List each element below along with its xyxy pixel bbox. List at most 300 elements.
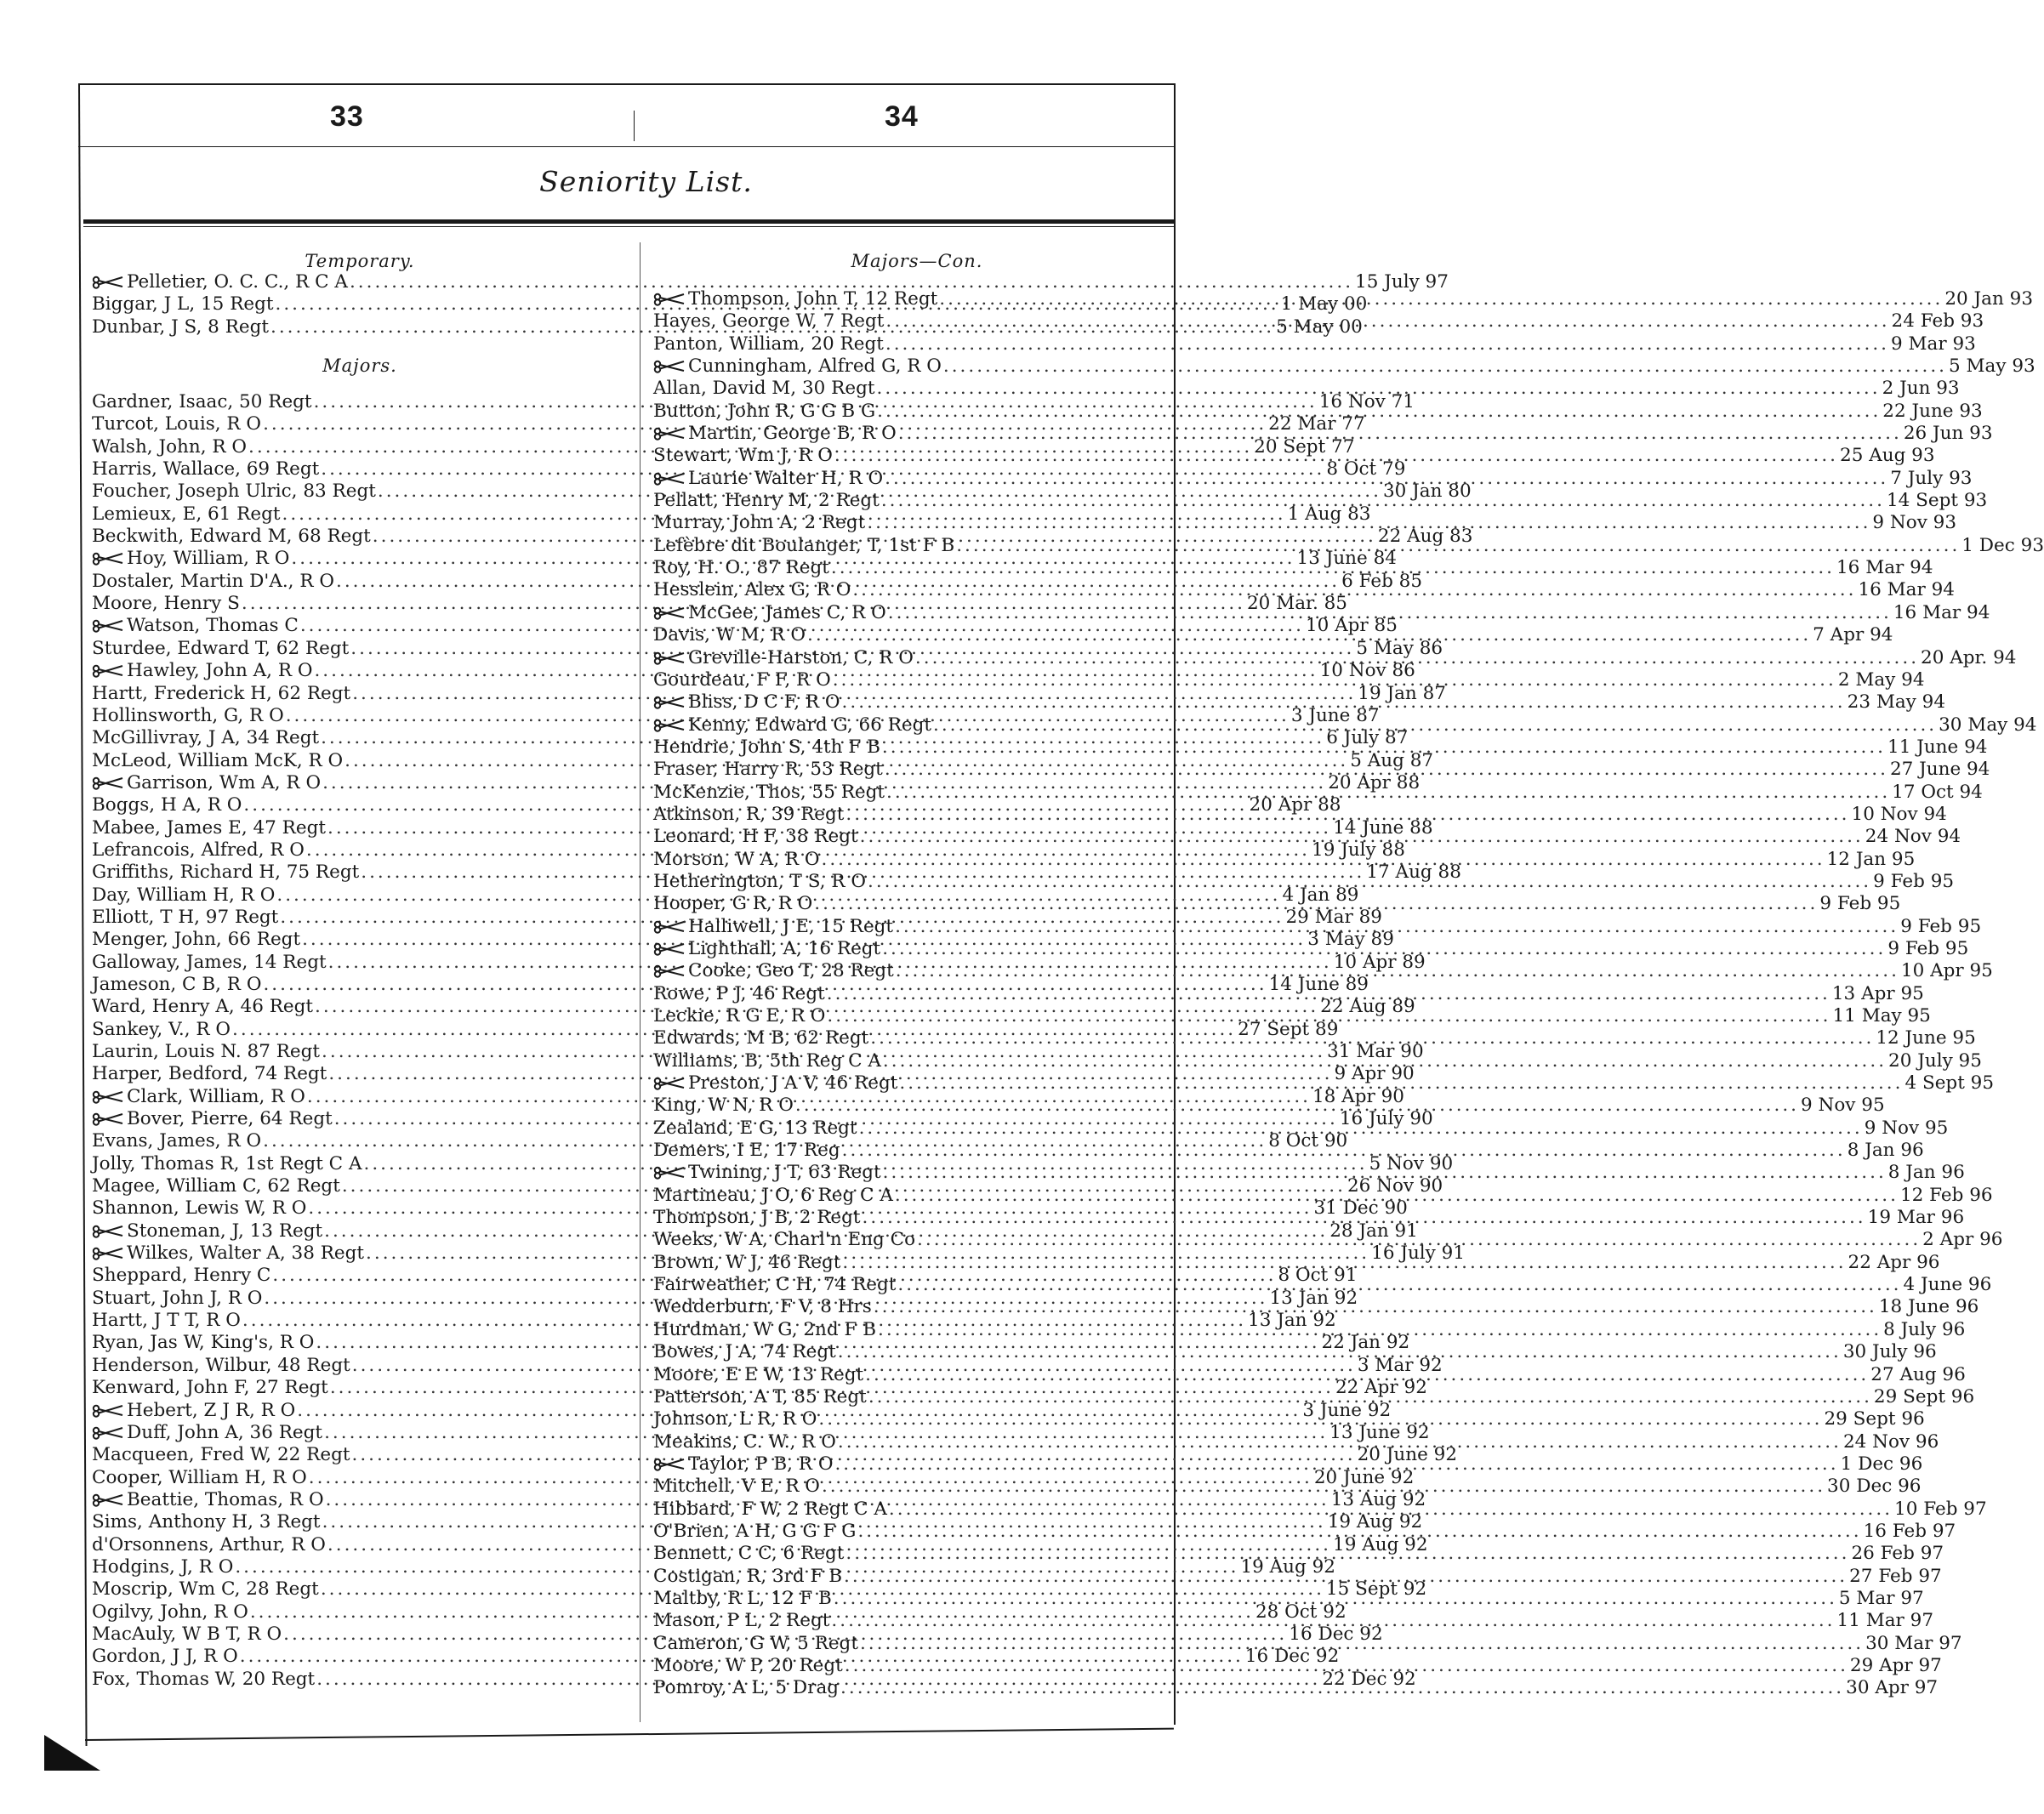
entry-name <box>92 1310 241 1332</box>
title-thick-rule <box>83 219 1174 224</box>
entry-name-text: Bowes, J A, 74 Regt <box>653 1341 836 1363</box>
entry-name-text: Greville-Harston, C, R O <box>688 646 914 668</box>
entry-name <box>92 615 299 637</box>
entry-date: 19 Mar 96 <box>1867 1207 1965 1229</box>
entry-name <box>92 1041 320 1063</box>
entry-name <box>92 907 278 929</box>
entry-name <box>92 1444 350 1466</box>
entry-date: 2 Apr 96 <box>1922 1229 2003 1251</box>
dot-leader <box>881 1050 1888 1072</box>
entry-date: 19 Jan 87 <box>1358 682 1446 704</box>
section-heading-majors-continued: Majors—Con. <box>851 251 983 271</box>
entry-name <box>653 1252 840 1274</box>
entry-date: 27 Sept 89 <box>1238 1018 1339 1040</box>
entry-date: 8 Oct 90 <box>1268 1130 1348 1152</box>
dot-leader <box>840 1252 1848 1274</box>
dot-leader <box>829 557 1836 579</box>
entry-date: 14 June 88 <box>1333 816 1433 839</box>
entry-date: 19 July 88 <box>1312 839 1405 861</box>
entry-date: 9 Nov 95 <box>1864 1117 1949 1139</box>
entry-name <box>92 1108 333 1130</box>
scissors-icon <box>92 1225 124 1237</box>
entry-name <box>653 1364 863 1386</box>
entry-date: 28 Oct 92 <box>1255 1601 1347 1623</box>
entry-name-text: Cameron, G W, 5 Regt <box>653 1632 858 1654</box>
entry-name <box>653 647 914 669</box>
entry-name-text: Zealand, E G, 13 Regt <box>653 1117 857 1139</box>
entry-name-text: Elliott, T H, 97 Regt <box>92 906 279 928</box>
scissors-icon <box>653 652 686 664</box>
entry-date: 12 June 95 <box>1876 1027 1976 1049</box>
entry-name <box>653 490 880 512</box>
entry-name-text: Hebert, Z J R, R O <box>127 1399 296 1421</box>
entry-date: 26 Feb 97 <box>1851 1543 1944 1565</box>
entry-name <box>653 1566 842 1588</box>
entry-name <box>653 669 831 691</box>
entry-name <box>92 929 300 951</box>
scissors-icon <box>653 1167 686 1179</box>
entry-date: 24 Nov 94 <box>1865 826 1961 848</box>
entry-date: 5 Aug 87 <box>1350 749 1434 771</box>
entry-name <box>92 1422 322 1444</box>
entry-name <box>653 1341 836 1363</box>
scissors-icon <box>653 921 686 933</box>
dot-leader <box>833 1453 1840 1476</box>
entry-date: 29 Sept 96 <box>1824 1408 1925 1430</box>
entry-name <box>653 1633 858 1655</box>
page-number-divider <box>634 111 635 141</box>
entry-name <box>653 624 806 646</box>
scissors-icon <box>92 553 124 565</box>
dot-leader <box>893 916 1900 938</box>
entry-name-text: Clark, William, R O <box>127 1085 305 1107</box>
entry-name-text: Leckie, R G E, R O <box>653 1005 826 1026</box>
title-thin-rule <box>83 226 1174 227</box>
dot-leader <box>876 1319 1883 1341</box>
entry-name <box>653 826 858 848</box>
entry-name-text: Ryan, Jas W, King's, R O <box>92 1332 315 1354</box>
entry-name-text: Preston, J A V, 46 Regt <box>688 1072 898 1095</box>
dot-leader <box>872 1296 1879 1318</box>
entry-date: 6 July 87 <box>1326 727 1409 749</box>
entry-name-text: Morson, W A, R O <box>653 848 820 870</box>
dot-leader <box>881 1162 1888 1184</box>
dot-leader <box>858 1633 1865 1655</box>
entry-name-text: Dunbar, J S, 8 Regt <box>92 316 270 338</box>
scissors-icon <box>653 361 686 372</box>
entry-name <box>92 1489 324 1511</box>
entry-name <box>92 638 349 660</box>
entry-name <box>653 983 825 1005</box>
entry-date: 10 Nov 86 <box>1319 660 1415 682</box>
entry-name <box>92 481 376 503</box>
entry-name <box>653 288 937 310</box>
entry-name <box>653 401 875 423</box>
entry-name <box>92 1669 315 1691</box>
entry-name-text: Laurie Walter H, R O <box>688 467 884 489</box>
entry-name-text: Cooke, Geo T, 28 Regt <box>688 960 894 982</box>
entry-name-text: Hodgins, J, R O <box>92 1555 234 1578</box>
entry-name-text: Pelletier, O. C. C., R C A <box>127 271 348 293</box>
scissors-icon <box>653 943 686 955</box>
entry-name <box>92 271 348 293</box>
entry-name <box>653 512 865 534</box>
entry-name <box>653 1027 868 1049</box>
entry-date: 19 Aug 92 <box>1327 1511 1423 1533</box>
entry-name <box>653 691 840 714</box>
entry-date: 9 Mar 93 <box>1890 333 1976 355</box>
dot-leader <box>836 1431 1843 1453</box>
entry-date: 29 Apr 97 <box>1849 1654 1942 1676</box>
entry-date: 27 June 94 <box>1889 759 1990 781</box>
entry-name <box>653 310 884 333</box>
entry-date: 7 Apr 94 <box>1813 624 1893 646</box>
scissors-icon <box>92 276 124 288</box>
entry-name <box>92 316 269 338</box>
entry-date: 22 Jan 92 <box>1321 1332 1410 1354</box>
scissors-icon <box>653 1459 686 1470</box>
entry-date: 10 Nov 94 <box>1851 803 1947 825</box>
entry-name-text: Johnson, L R, R O <box>653 1408 817 1430</box>
entry-name-text: Leonard, H F, 38 Regt <box>653 826 858 848</box>
header-underline <box>78 146 1176 147</box>
entry-name-text: Meakins, C. W., R O <box>653 1430 836 1453</box>
entry-name <box>92 593 240 615</box>
entry-date: 11 June 94 <box>1887 736 1988 758</box>
entry-name <box>653 535 954 557</box>
entry-name-text: Bover, Pierre, 64 Regt <box>127 1108 333 1130</box>
entry-date: 13 June 92 <box>1329 1421 1430 1443</box>
entry-name <box>653 1408 817 1430</box>
entry-name <box>653 1185 893 1207</box>
entry-name <box>92 1288 262 1310</box>
top-border <box>78 83 1176 85</box>
entry-name-text: Cooper, William H, R O <box>92 1466 307 1488</box>
entry-name <box>92 1534 326 1556</box>
entry-name <box>92 526 371 548</box>
entry-name-text: O'Brien, A H, G G F G <box>653 1520 857 1542</box>
page-title: Seniority List. <box>539 165 753 198</box>
entry-name-text: Dostaler, Martin D'A., R O <box>92 570 334 592</box>
entry-name-text: Halliwell, J E, 15 Regt <box>688 915 894 937</box>
entry-name-text: Bliss, D C F, R O <box>688 691 840 714</box>
entry-date: 6 Feb 85 <box>1341 570 1423 592</box>
dot-leader <box>880 736 1887 759</box>
entry-name-text: Lighthall, A, 16 Regt <box>688 937 881 959</box>
entry-date: 20 June 92 <box>1357 1444 1458 1466</box>
entry-date: 3 June 87 <box>1290 704 1380 726</box>
entry-name <box>92 436 247 458</box>
dot-leader <box>851 579 1858 601</box>
entry-name-text: Lemieux, E, 61 Regt <box>92 503 281 525</box>
entry-name-text: Hartt, Frederick H, 62 Regt <box>92 682 351 704</box>
entry-date: 1 Dec 93 <box>1961 534 2044 556</box>
entry-name-text: Garrison, Wm A, R O <box>127 771 322 793</box>
entry-date: 8 Jan 96 <box>1847 1140 1924 1162</box>
entry-date: 1 Aug 83 <box>1287 503 1371 525</box>
entry-name <box>653 871 866 893</box>
list-item <box>92 271 1449 293</box>
entry-name <box>653 333 884 355</box>
entry-name-text: Gordon, J J, R O <box>92 1646 238 1668</box>
entry-name <box>92 884 275 907</box>
entry-name <box>653 1386 867 1408</box>
entry-date: 13 Aug 92 <box>1330 1488 1426 1510</box>
entry-name <box>92 571 334 593</box>
entry-name <box>92 1578 319 1601</box>
entry-name <box>653 1005 825 1027</box>
entry-name <box>653 445 833 467</box>
entry-date: 20 Mar. 85 <box>1247 593 1347 615</box>
entry-date: 22 Dec 92 <box>1322 1668 1416 1690</box>
entry-name-text: Thompson, J B, 2 Regt <box>653 1207 861 1229</box>
entry-date: 9 Feb 95 <box>1819 893 1901 915</box>
entry-name <box>653 1610 829 1632</box>
dot-leader <box>894 960 1901 982</box>
dot-leader <box>883 759 1890 781</box>
scissors-icon <box>92 1113 124 1125</box>
entry-name-text: Biggar, J L, 15 Regt <box>92 293 274 316</box>
entry-name <box>653 579 851 601</box>
dot-leader <box>915 1229 1922 1251</box>
entry-name <box>653 916 893 938</box>
entry-date: 20 Sept 77 <box>1254 435 1355 458</box>
entry-name <box>653 1207 861 1229</box>
scissors-icon <box>92 1494 124 1506</box>
dot-leader <box>883 468 1890 490</box>
entry-name <box>92 503 281 526</box>
entry-date: 23 May 94 <box>1847 691 1946 714</box>
entry-name-text: Duff, John A, 36 Regt <box>127 1421 323 1443</box>
entry-date: 29 Sept 96 <box>1873 1385 1975 1407</box>
entry-name-text: Shannon, Lewis W, R O <box>92 1197 307 1220</box>
entry-name-text: King, W N, R O <box>653 1095 794 1117</box>
entry-date: 22 Mar 77 <box>1268 413 1365 435</box>
dot-leader <box>839 1677 1846 1699</box>
entry-name <box>92 1646 238 1668</box>
entry-name-text: Williams, B, 5th Reg C A <box>653 1049 881 1072</box>
entry-date: 3 May 89 <box>1307 929 1394 951</box>
entry-date: 16 Nov 71 <box>1318 391 1415 413</box>
entry-name-text: Turcot, Louis, R O <box>92 413 262 435</box>
dot-leader <box>812 893 1819 915</box>
entry-name <box>92 727 319 749</box>
entry-name <box>653 804 844 826</box>
entry-name <box>92 1556 233 1578</box>
entry-name <box>92 1130 261 1152</box>
entry-name-text: Ogilvy, John, R O <box>92 1601 248 1623</box>
entry-name-text: Galloway, James, 14 Regt <box>92 951 327 973</box>
entry-name-text: Stewart, Wm J, R O <box>653 445 833 467</box>
entry-date: 20 Apr 88 <box>1249 794 1341 816</box>
entry-date: 5 May 00 <box>1276 316 1363 338</box>
entry-name-text: Jameson, C B, R O <box>92 973 262 995</box>
entry-name <box>92 1175 340 1197</box>
dot-leader <box>857 1117 1865 1140</box>
entry-name-text: Lefrancois, Alfred, R O <box>92 839 305 861</box>
dot-leader <box>880 938 1887 960</box>
entry-name-text: Henderson, Wilbur, 48 Regt <box>92 1354 350 1376</box>
entry-name-text: Demers, I E, 17 Reg <box>653 1140 840 1162</box>
entry-name-text: Kenny, Edward G, 66 Regt <box>688 714 931 736</box>
entry-date: 9 Apr 90 <box>1334 1063 1415 1085</box>
scissors-icon <box>653 719 686 731</box>
entry-name <box>92 794 242 816</box>
entry-date: 8 July 96 <box>1883 1318 1966 1340</box>
scissors-icon <box>92 1091 124 1103</box>
entry-name-text: Fraser, Harry R, 53 Regt <box>653 759 883 781</box>
entry-name-text: Hooper, G R, R O <box>653 893 813 915</box>
entry-name-text: Hibbard, F W, 2 Regt C A <box>653 1498 887 1520</box>
entry-name <box>653 468 883 490</box>
entry-name-text: McGee, James C, R O <box>688 601 886 623</box>
entry-name <box>653 714 931 736</box>
entry-date: 11 Mar 97 <box>1836 1610 1934 1632</box>
entry-name <box>653 1521 856 1543</box>
entry-date: 20 July 95 <box>1888 1049 1982 1072</box>
entry-name-text: Pellatt, Henry M, 2 Regt <box>653 490 880 512</box>
entry-name-text: Sturdee, Edward T, 62 Regt <box>92 637 350 659</box>
entry-date: 30 July 96 <box>1842 1341 1937 1363</box>
entry-date: 10 Apr 85 <box>1305 615 1398 637</box>
entry-name <box>653 1677 839 1699</box>
scissors-icon <box>92 1248 124 1260</box>
entry-name <box>653 1431 836 1453</box>
entry-date: 15 July 97 <box>1355 271 1449 293</box>
entry-name <box>653 1453 833 1476</box>
entry-name-text: Maltby, R L, 12 F B <box>653 1587 832 1609</box>
page-number-left: 33 <box>330 100 364 133</box>
entry-name <box>653 782 885 804</box>
entry-name-text: Fairweather, C H, 74 Regt <box>653 1274 897 1296</box>
entry-date: 5 Mar 97 <box>1838 1587 1924 1609</box>
entry-name-text: Menger, John, 66 Regt <box>92 929 301 951</box>
entry-name-text: Magee, William C, 62 Regt <box>92 1175 340 1197</box>
entry-name-text: Mabee, James E, 47 Regt <box>92 816 326 839</box>
entry-name <box>653 602 886 624</box>
scissors-icon <box>92 1405 124 1417</box>
entry-name <box>92 1019 231 1041</box>
dot-leader <box>886 602 1893 624</box>
entry-name <box>653 557 829 579</box>
entry-date: 4 June 96 <box>1903 1274 1992 1296</box>
dot-leader <box>954 535 1961 557</box>
dot-leader <box>885 782 1892 804</box>
entry-date: 9 Nov 93 <box>1872 512 1957 534</box>
entry-name-text: Mason, P L, 2 Regt <box>653 1610 830 1632</box>
entry-name <box>92 974 261 996</box>
list-item <box>653 333 1976 355</box>
entry-date: 9 Nov 95 <box>1801 1095 1885 1117</box>
entry-name <box>653 1095 794 1117</box>
entry-date: 5 May 86 <box>1356 637 1443 659</box>
dot-leader <box>893 1185 1900 1207</box>
entry-date: 1 Dec 96 <box>1840 1453 1923 1475</box>
entry-name <box>653 1296 872 1318</box>
dot-leader <box>865 512 1872 534</box>
entry-date: 14 June 89 <box>1268 973 1369 995</box>
dot-leader <box>836 1341 1843 1363</box>
entry-date: 3 June 92 <box>1302 1399 1392 1421</box>
entry-name <box>92 1377 328 1399</box>
dot-leader <box>931 714 1939 736</box>
entry-name-text: Ward, Henry A, 46 Regt <box>92 996 314 1018</box>
dot-leader <box>861 1207 1868 1229</box>
entry-name-text: Rowe, P J, 46 Regt <box>653 982 825 1004</box>
entry-name-text: Bennett, C C, 6 Regt <box>653 1543 845 1565</box>
entry-name-text: d'Orsonnens, Arthur, R O <box>92 1533 326 1555</box>
entry-date: 26 Nov 90 <box>1347 1175 1443 1197</box>
entry-name <box>92 839 305 862</box>
entry-name <box>92 750 343 772</box>
scissors-icon <box>653 473 686 485</box>
entry-name <box>92 1624 282 1646</box>
entry-name <box>92 293 274 316</box>
entry-date: 22 Aug 89 <box>1320 996 1415 1018</box>
entry-date: 5 May 93 <box>1949 355 2035 378</box>
entry-date: 16 July 90 <box>1339 1108 1433 1130</box>
dot-leader <box>868 1027 1876 1049</box>
dot-leader <box>840 691 1848 714</box>
entry-name-text: Stoneman, J, 13 Regt <box>127 1220 323 1242</box>
entry-date: 16 July 91 <box>1371 1243 1466 1265</box>
entry-name-text: Evans, James, R O <box>92 1130 262 1152</box>
entry-date: 16 Feb 97 <box>1863 1520 1956 1542</box>
entry-date: 12 Feb 96 <box>1899 1184 1993 1206</box>
entry-date: 25 Aug 93 <box>1840 445 1935 467</box>
entry-name-text: Moore, E E W, 13 Regt <box>653 1363 864 1385</box>
dot-leader <box>937 288 1944 310</box>
entry-date: 19 Aug 92 <box>1240 1555 1335 1578</box>
dot-leader <box>896 1274 1903 1296</box>
entry-name-text: Roy, H. O., 87 Regt <box>653 557 829 579</box>
entry-name-text: Boggs, H A, R O <box>92 794 242 816</box>
entry-date: 13 Jan 92 <box>1269 1287 1358 1309</box>
section-heading-majors: Majors. <box>322 355 397 377</box>
entry-name-text: Panton, William, 20 Regt <box>653 333 884 355</box>
dot-leader <box>867 1386 1874 1408</box>
entry-date: 20 June 92 <box>1313 1466 1415 1488</box>
entry-date: 30 Dec 96 <box>1827 1476 1922 1498</box>
entry-name <box>92 458 319 481</box>
entry-name-text: Kenward, John F, 27 Regt <box>92 1377 328 1399</box>
entry-name-text: Hesslein, Alex G, R O <box>653 579 851 601</box>
entry-name <box>92 1265 270 1287</box>
entry-date: 14 Sept 93 <box>1886 490 1988 512</box>
dot-leader <box>844 1543 1851 1565</box>
scissors-icon <box>653 607 686 619</box>
entry-name <box>653 1588 832 1610</box>
entry-date: 10 Apr 95 <box>1900 960 1993 982</box>
entry-date: 2 May 94 <box>1837 668 1925 691</box>
entry-name-text: McKenzie, Thos, 55 Regt <box>653 781 885 803</box>
dot-leader <box>843 1655 1850 1677</box>
entry-date: 12 Jan 95 <box>1826 848 1916 870</box>
entry-date: 13 June 84 <box>1296 548 1397 570</box>
entry-name <box>653 938 880 960</box>
entry-name-text: Walsh, John, R O <box>92 435 248 458</box>
entry-date: 16 Mar 94 <box>1858 579 1955 601</box>
entry-date: 16 Mar 94 <box>1893 601 1990 623</box>
entry-name-text: Brown, W J, 46 Regt <box>653 1251 841 1273</box>
entry-date: 22 Apr 92 <box>1335 1377 1427 1399</box>
entry-date: 11 May 95 <box>1832 1005 1931 1026</box>
entry-date: 3 Mar 92 <box>1357 1354 1443 1376</box>
entry-name-text: Gardner, Isaac, 50 Regt <box>92 391 312 413</box>
list-item <box>653 355 2035 378</box>
page-number-right: 34 <box>885 100 919 133</box>
scissors-icon <box>92 620 124 632</box>
